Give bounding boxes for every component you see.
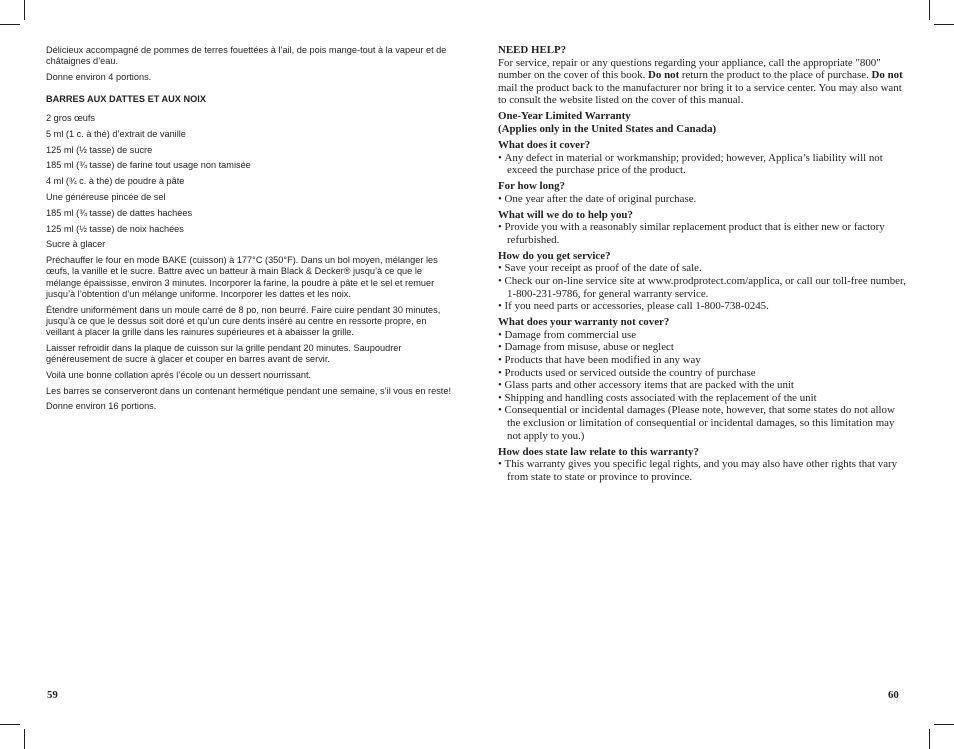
state-law-section — [498, 446, 910, 484]
section-title: What does it cover? — [498, 138, 591, 151]
need-help-title: NEED HELP? — [498, 44, 567, 56]
exclusions-section — [498, 316, 910, 442]
list-item: • Check our on-line service site at www.prodprotect.com/applica, or call our toll-free number, 1-800-231-9786, for general warranty service. — [498, 275, 910, 300]
recipe-step: Étendre uniformément dans un moule carré de 8 po, non beurré. Faire cuire pendant 30 minutes, jusqu’à ce que le dessus soit doré et qu’un cure dents inséré au centre en ressorte propre, en veillant à placer la grille dans les rainures supérieures et à abaisser la grille. — [46, 304, 441, 337]
list-item: • Any defect in material or workmanship; provided; however, Applica’s liability will not exceed the purchase price of the product. — [498, 152, 910, 177]
list-item: • Save your receipt as proof of the date of sale. — [498, 262, 910, 275]
recipe-step: Les barres se conserveront dans un contenant hermétique pendant une semaine, s’il vous en reste! — [46, 385, 452, 396]
crop-mark-top-right-v — [929, 0, 930, 20]
page-number-right: 60 — [888, 689, 899, 701]
section-title: For how long? — [498, 180, 565, 193]
ingredient: Sucre à glacer — [46, 239, 106, 250]
help-section — [498, 209, 910, 247]
list-item: • Provide you with a reasonably similar replacement product that is either new or factory refurbished. — [498, 221, 910, 246]
list-item: • One year after the date of original purchase. — [498, 193, 910, 206]
crop-mark-bottom-left-v — [24, 729, 25, 749]
recipe-step: Laisser refroidir dans la plaque de cuisson sur la grille pendant 20 minutes. Saupoudrer généreusement de sucre à glacer et couper en barres avant de servir. — [46, 342, 402, 364]
list-item: • Consequential or incidental damages (Please note, however, that some states do not allow the exclusion or limitation of consequential or incidental damages, so this limitation may not apply to you.) — [498, 404, 910, 442]
section-title: How do you get service? — [498, 249, 611, 262]
list-item: • Damage from commercial use — [498, 329, 910, 342]
ingredient: 185 ml (¾ tasse) de farine tout usage non tamisée — [46, 160, 251, 171]
list-item: • This warranty gives you specific legal rights, and you may also have other rights that vary from state to state or province to province. — [498, 458, 910, 483]
warranty-subtitle: (Applies only in the United States and Canada) — [498, 122, 717, 135]
list-item: • Products used or serviced outside the country of purchase — [498, 367, 910, 380]
section-title: How does state law relate to this warranty? — [498, 445, 699, 458]
crop-mark-top-left-v — [24, 0, 25, 20]
warranty-title: One-Year Limited Warranty — [498, 110, 631, 123]
recipe-step: Donne environ 16 portions. — [46, 401, 157, 412]
crop-mark-top-left-h — [0, 24, 20, 25]
crop-mark-bottom-right-h — [934, 724, 954, 725]
crop-mark-top-right-h — [934, 24, 954, 25]
crop-mark-bottom-left-h — [0, 724, 20, 725]
ingredient: 125 ml (½ tasse) de noix hachées — [46, 223, 184, 234]
list-item: • If you need parts or accessories, please call 1-800-738-0245. — [498, 300, 910, 313]
ingredient: Une généreuse pincée de sel — [46, 191, 166, 202]
duration-section — [498, 180, 910, 205]
recipe-step: Préchauffer le four en mode BAKE (cuisson) à 177°C (350°F). Dans un bol moyen, mélanger les œufs, la vanille et le sucre. Battre avec un batteur à main Black & Decker® jusqu’à ce que le mélange épaississe, environ 3 minutes. Incorporer la farine, la poudre à pâte et le sel et remuer jusqu’à l’obtention d’un mélange uniforme. Incorporer les dattes et les noix. — [46, 255, 438, 299]
need-help-section — [498, 44, 910, 107]
recipe-step: Voilà une bonne collation après l’école ou un dessert nourrissant. — [46, 369, 312, 380]
list-item: • Damage from misuse, abuse or neglect — [498, 341, 910, 354]
ingredient: 2 gros œufs — [46, 113, 96, 123]
list-item: • Products that have been modified in any way — [498, 354, 910, 367]
crop-mark-bottom-right-v — [929, 729, 930, 749]
section-title: What will we do to help you? — [498, 208, 633, 221]
list-item: • Shipping and handling costs associated with the replacement of the unit — [498, 392, 910, 405]
list-item: • Glass parts and other accessory items that are packed with the unit — [498, 379, 910, 392]
ingredient: 5 ml (1 c. à thé) d’extrait de vanille — [46, 128, 186, 139]
portions-text: Donne environ 4 portions. — [46, 72, 152, 82]
ingredient: 4 ml (¾ c. à thé) de poudre à pâte — [46, 176, 185, 187]
page-number-left: 59 — [47, 689, 58, 701]
recipe-title: BARRES AUX DATTES ET AUX NOIX — [46, 93, 206, 104]
service-section — [498, 250, 910, 313]
ingredient: 185 ml (¾ tasse) de dattes hachées — [46, 207, 193, 218]
intro-text: Délicieux accompagné de pommes de terres fouettées à l’ail, de pois mange-tout à la vapeur et de châtaignes d’eau. — [46, 45, 447, 67]
warranty-heading — [498, 110, 910, 135]
need-help-text: For service, repair or any questions regarding your appliance, call the appropriate "800" number on the cover of this book. Do not return the product to the place of purchase. Do not mail the product back to the manufacturer nor bring it to a service center. You may also want to consult the website listed on the cover of this manual. — [498, 56, 903, 107]
ingredient: 125 ml (½ tasse) de sucre — [46, 144, 153, 155]
right-page-content — [498, 44, 910, 487]
left-page-content — [46, 45, 456, 417]
coverage-section — [498, 139, 910, 177]
section-title: What does your warranty not cover? — [498, 316, 670, 329]
